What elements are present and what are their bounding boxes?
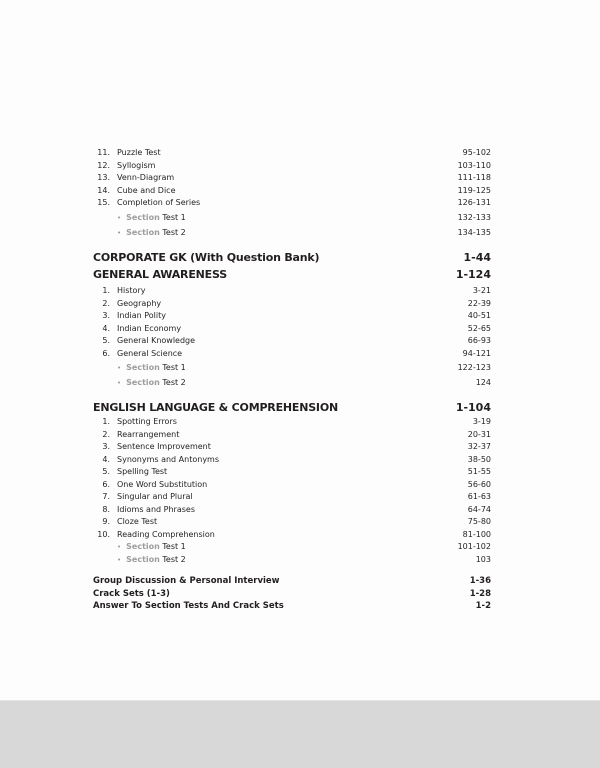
page-bottom-band (0, 700, 600, 768)
entry-title: General Knowledge (117, 336, 196, 345)
section-test-label (117, 211, 186, 225)
toc-subheading-group-discussion (0, 574, 600, 588)
section-test-label (117, 226, 186, 240)
entry-number: 5. (102, 467, 110, 476)
toc-heading-english (0, 400, 600, 416)
entry-title: Rearrangement (117, 430, 180, 439)
entry-pages: 22-39 (467, 299, 491, 308)
entry-pages: 103 (475, 555, 491, 564)
entry-number: 3. (102, 442, 110, 451)
entry-pages: 3-19 (472, 417, 491, 426)
entry-pages: 64-74 (467, 505, 491, 514)
section-word: Section (126, 228, 160, 237)
entry-number: 10. (97, 530, 110, 539)
entry-pages: 122-123 (457, 363, 491, 372)
section-word: Section (126, 213, 160, 222)
entry-title: Spotting Errors (117, 417, 177, 426)
heading-title: ENGLISH LANGUAGE & COMPREHENSION (93, 401, 338, 414)
entry-title: Synonyms and Antonyms (117, 455, 220, 464)
section-test-name: Test 2 (162, 228, 186, 237)
entry-pages: 51-55 (467, 467, 491, 476)
section-word: Section (126, 542, 160, 551)
bullet-icon: • (117, 364, 122, 372)
heading-title: CORPORATE GK (With Question Bank) (93, 251, 320, 264)
entry-pages: 38-50 (467, 455, 491, 464)
entry-number: 14. (97, 186, 110, 195)
toc-subheading-answers (0, 599, 600, 613)
section-test-name: Test 1 (162, 363, 186, 372)
section-word: Section (126, 363, 160, 372)
entry-pages: 126-131 (457, 198, 491, 207)
section-test-name: Test 1 (162, 542, 186, 551)
entry-pages: 61-63 (467, 492, 491, 501)
entry-number: 15. (97, 198, 110, 207)
entry-number: 13. (97, 173, 110, 182)
entry-number: 9. (102, 517, 110, 526)
entry-title: Reading Comprehension (117, 530, 215, 539)
section-test-name: Test 2 (162, 378, 186, 387)
toc-entry (0, 440, 600, 454)
entry-pages: 75-80 (467, 517, 491, 526)
section-test-entry (0, 361, 600, 375)
entry-title: General Science (117, 349, 183, 358)
entry-number: 1. (102, 286, 110, 295)
bullet-icon: • (117, 214, 122, 222)
section-test-entry (0, 540, 600, 554)
entry-title: History (117, 286, 146, 295)
toc-entry (0, 196, 600, 210)
entry-pages: 111-118 (457, 173, 491, 182)
entry-title: Venn-Diagram (117, 173, 175, 182)
entry-pages: 124 (475, 378, 491, 387)
bullet-icon: • (117, 229, 122, 237)
entry-title: Geography (117, 299, 162, 308)
entry-number: 2. (102, 299, 110, 308)
section-test-label (117, 553, 186, 567)
section-word: Section (126, 378, 160, 387)
entry-title: Singular and Plural (117, 492, 193, 501)
entry-number: 12. (97, 161, 110, 170)
entry-title: One Word Substitution (117, 480, 208, 489)
section-test-label (117, 376, 186, 390)
toc-entry (0, 415, 600, 429)
entry-pages: 32-37 (467, 442, 491, 451)
entry-title: Completion of Series (117, 198, 201, 207)
entry-number: 11. (97, 148, 110, 157)
entry-pages: 66-93 (467, 336, 491, 345)
entry-title: Sentence Improvement (117, 442, 211, 451)
toc-entry (0, 347, 600, 361)
section-test-entry (0, 553, 600, 567)
toc-entry (0, 284, 600, 298)
entry-number: 2. (102, 430, 110, 439)
entry-pages: 52-65 (467, 324, 491, 333)
entry-number: 4. (102, 455, 110, 464)
entry-title: Cloze Test (117, 517, 158, 526)
toc-heading-general-awareness (0, 267, 600, 283)
entry-title: Indian Economy (117, 324, 182, 333)
toc-heading-corporate-gk (0, 250, 600, 266)
section-test-name: Test 2 (162, 555, 186, 564)
toc-entry (0, 171, 600, 185)
toc-entry (0, 465, 600, 479)
subheading-title: Answer To Section Tests And Crack Sets (93, 601, 284, 611)
entry-pages: 81-100 (462, 530, 491, 539)
section-test-name: Test 1 (162, 213, 186, 222)
entry-title: Indian Polity (117, 311, 166, 320)
subheading-title: Group Discussion & Personal Interview (93, 576, 280, 586)
entry-number: 6. (102, 349, 110, 358)
heading-pages: 1-44 (463, 251, 491, 264)
entry-number: 5. (102, 336, 110, 345)
toc-entry (0, 334, 600, 348)
section-test-label (117, 361, 186, 375)
entry-number: 3. (102, 311, 110, 320)
bullet-icon: • (117, 556, 122, 564)
entry-pages: 20-31 (467, 430, 491, 439)
entry-pages: 101-102 (457, 542, 491, 551)
section-test-entry (0, 376, 600, 390)
heading-title: GENERAL AWARENESS (93, 268, 227, 281)
entry-pages: 56-60 (467, 480, 491, 489)
entry-number: 8. (102, 505, 110, 514)
section-test-entry (0, 226, 600, 240)
section-test-entry (0, 211, 600, 225)
entry-pages: 3-21 (472, 286, 491, 295)
section-word: Section (126, 555, 160, 564)
subheading-title: Crack Sets (1-3) (93, 589, 170, 599)
entry-number: 1. (102, 417, 110, 426)
entry-title: Cube and Dice (117, 186, 176, 195)
entry-pages: 132-133 (457, 213, 491, 222)
entry-title: Idioms and Phrases (117, 505, 195, 514)
entry-number: 4. (102, 324, 110, 333)
entry-pages: 134-135 (457, 228, 491, 237)
toc-entry (0, 490, 600, 504)
entry-pages: 103-110 (457, 161, 491, 170)
heading-pages: 1-124 (455, 268, 491, 281)
subheading-pages: 1-36 (469, 576, 491, 586)
bullet-icon: • (117, 543, 122, 551)
toc-entry (0, 309, 600, 323)
subheading-pages: 1-2 (475, 601, 491, 611)
section-test-label (117, 540, 186, 554)
entry-title: Spelling Test (117, 467, 168, 476)
entry-pages: 119-125 (457, 186, 491, 195)
entry-title: Puzzle Test (117, 148, 161, 157)
bullet-icon: • (117, 379, 122, 387)
heading-pages: 1-104 (455, 401, 491, 414)
subheading-pages: 1-28 (469, 589, 491, 599)
toc-entry (0, 146, 600, 160)
entry-title: Syllogism (117, 161, 156, 170)
entry-pages: 40-51 (467, 311, 491, 320)
entry-number: 6. (102, 480, 110, 489)
entry-pages: 94-121 (462, 349, 491, 358)
entry-number: 7. (102, 492, 110, 501)
entry-pages: 95-102 (462, 148, 491, 157)
toc-entry (0, 515, 600, 529)
